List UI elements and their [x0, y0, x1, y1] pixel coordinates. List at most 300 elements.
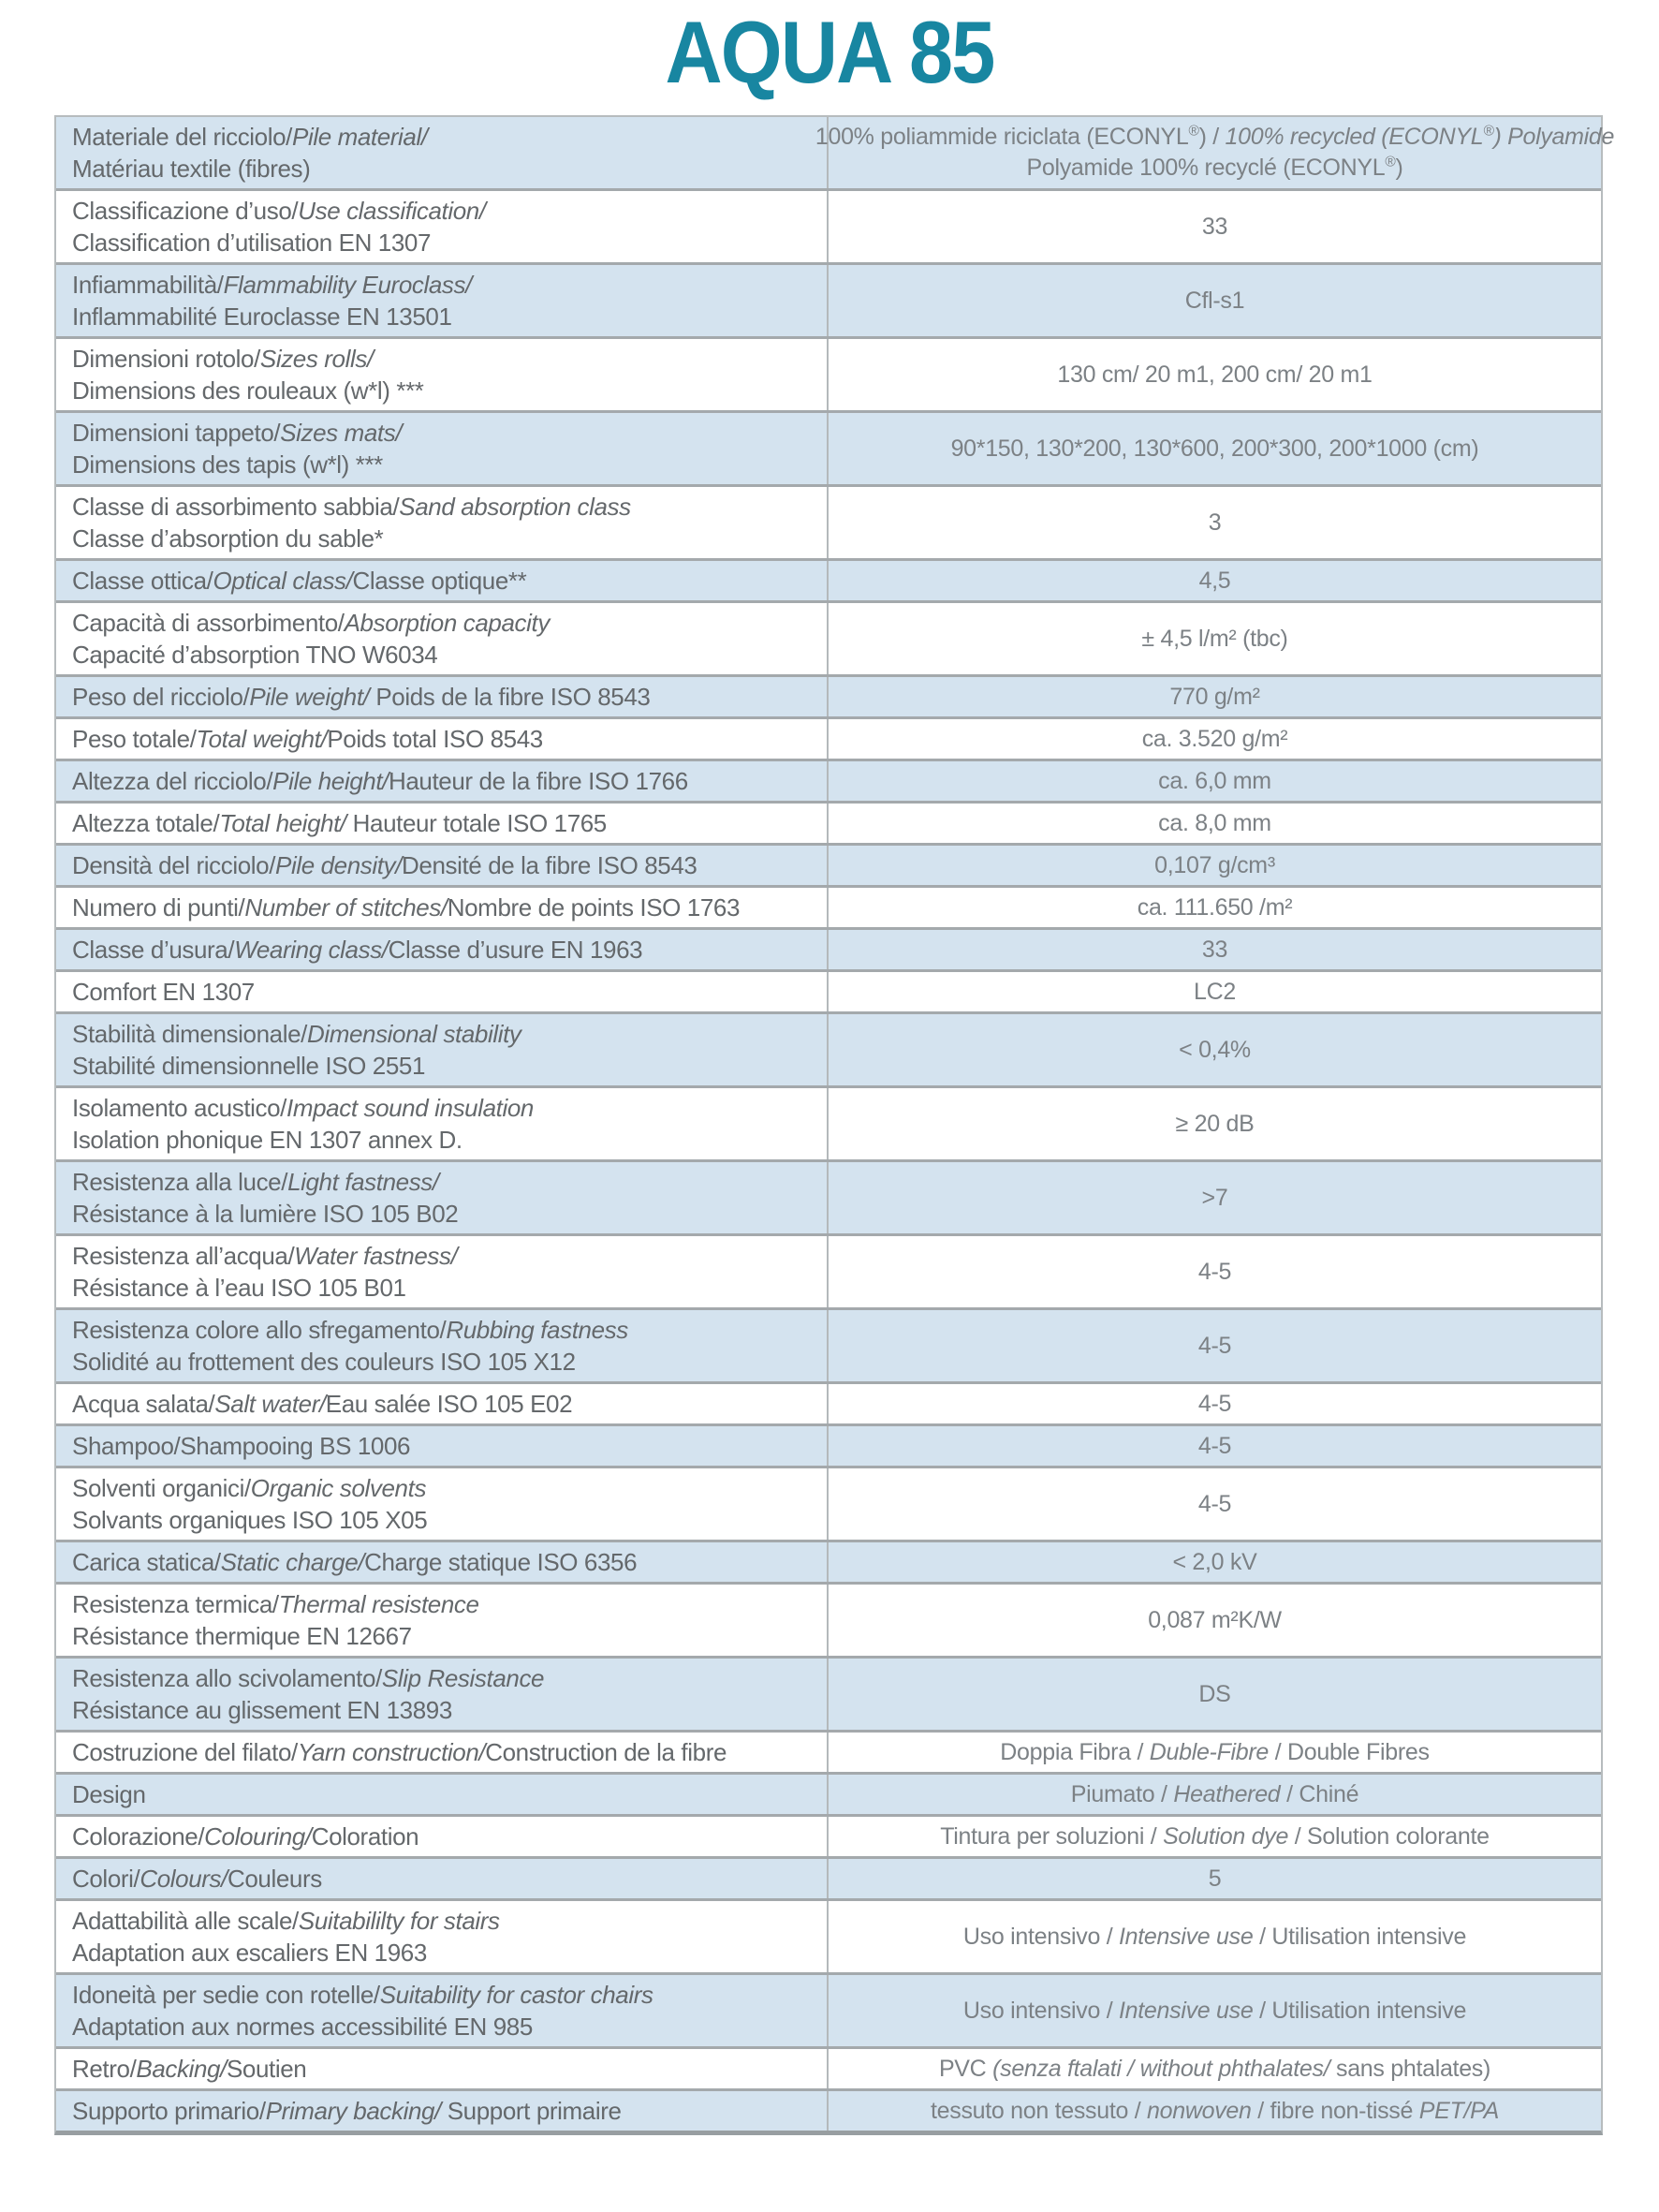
- table-row: [56, 1730, 1601, 1772]
- text-line: [72, 121, 810, 153]
- text-segment: Organic solvents: [250, 1474, 427, 1502]
- text-segment: Dimensions des rouleaux (w*l) ***: [72, 376, 424, 405]
- table-row: [56, 484, 1601, 558]
- text-line: [72, 849, 810, 881]
- text-segment: Dimensional stability: [306, 1020, 521, 1048]
- table-row: [56, 1856, 1601, 1898]
- text-segment: Adaptation aux escaliers EN 1963: [72, 1939, 427, 1967]
- spec-label-cell: [56, 930, 829, 969]
- table-row: [56, 1233, 1601, 1307]
- text-line: [72, 1388, 810, 1420]
- text-segment: / Utilisation intensive: [1253, 1997, 1467, 2024]
- text-segment: Pile material/: [292, 123, 428, 151]
- text-segment: Water fastness/: [294, 1242, 458, 1270]
- text-segment: 4-5: [1197, 1432, 1232, 1459]
- text-line: [1198, 1431, 1231, 1462]
- spec-label-cell: [56, 1975, 829, 2046]
- spec-value-cell: [829, 804, 1601, 843]
- text-line: [1154, 850, 1275, 881]
- spec-label-cell: [56, 1162, 829, 1233]
- text-segment: Infiammabilità/: [72, 271, 224, 299]
- text-segment: Doppia Fibra /: [1000, 1738, 1150, 1765]
- text-line: [1198, 1489, 1231, 1520]
- text-line: [1148, 1605, 1282, 1636]
- text-line: [72, 976, 810, 1008]
- text-segment: Suitability for castor chairs: [379, 1981, 653, 2009]
- text-segment: / Double Fibres: [1269, 1738, 1430, 1765]
- text-segment: Shampoo/Shampooing BS 1006: [72, 1432, 411, 1460]
- spec-value-cell: [829, 413, 1601, 484]
- text-line: [72, 269, 810, 301]
- text-segment: Dimensioni tappeto/: [72, 419, 281, 447]
- spec-value-cell: [829, 1468, 1601, 1540]
- table-row: [56, 759, 1601, 801]
- text-line: [1138, 892, 1293, 923]
- text-segment: Numero di punti/: [72, 893, 245, 922]
- text-segment: Intensive use: [1119, 1997, 1254, 2024]
- text-line: [1158, 766, 1271, 797]
- spec-value-cell: [829, 1975, 1601, 2046]
- table-row: [56, 801, 1601, 843]
- text-segment: Colouring/: [204, 1822, 312, 1851]
- text-segment: Colori/: [72, 1865, 140, 1893]
- text-segment: ) Polyamide: [1493, 124, 1615, 150]
- text-line: [72, 343, 810, 375]
- text-segment: Resistenza termica/: [72, 1590, 279, 1618]
- text-line: [1057, 360, 1372, 391]
- text-line: [940, 1821, 1490, 1852]
- text-segment: Heathered: [1173, 1780, 1281, 1807]
- text-segment: 33: [1201, 213, 1228, 240]
- text-segment: Carica statica/: [72, 1548, 221, 1576]
- text-segment: Couleurs: [227, 1865, 322, 1893]
- spec-label-cell: [56, 265, 829, 336]
- spec-value-cell: [829, 339, 1601, 410]
- text-segment: Résistance thermique EN 12667: [72, 1622, 412, 1650]
- spec-label-cell: [56, 1659, 829, 1730]
- text-segment: Duble-Fibre: [1149, 1738, 1270, 1765]
- text-line: [72, 1198, 810, 1230]
- text-segment: Support primaire: [440, 2097, 622, 2125]
- text-segment: ) /: [1198, 124, 1226, 150]
- text-line: [1169, 682, 1259, 713]
- text-line: [1142, 724, 1288, 755]
- text-line: [72, 301, 810, 332]
- text-line: [1209, 1864, 1222, 1895]
- table-row: [56, 2046, 1601, 2088]
- text-line: [1202, 212, 1227, 243]
- spec-value-cell: [815, 117, 1615, 188]
- spec-value-cell: [829, 930, 1601, 969]
- text-segment: < 2,0 kV: [1172, 1548, 1257, 1575]
- spec-value-cell: [829, 719, 1601, 759]
- text-segment: Hauteur de la fibre ISO 1766: [388, 767, 688, 795]
- text-line: [1158, 808, 1271, 839]
- spec-label-cell: [56, 719, 829, 759]
- text-segment: Densità del ricciolo/: [72, 851, 276, 879]
- text-segment: Classe ottica/: [72, 567, 213, 595]
- text-segment: ca. 8,0 mm: [1158, 809, 1271, 836]
- table-row: [56, 1898, 1601, 1972]
- text-line: [963, 1922, 1466, 1953]
- spec-value-cell: [829, 677, 1601, 716]
- table-row: [56, 1011, 1601, 1085]
- text-line: [72, 2011, 810, 2042]
- text-segment: LC2: [1194, 978, 1236, 1005]
- text-line: [72, 2053, 810, 2085]
- text-segment: Altezza totale/: [72, 809, 220, 837]
- text-segment: Retro/: [72, 2055, 137, 2083]
- text-line: [72, 607, 810, 639]
- text-segment: / Solution colorante: [1288, 1822, 1490, 1850]
- text-segment: Sizes mats/: [280, 419, 403, 447]
- spec-value-cell: [829, 846, 1601, 885]
- text-segment: Thermal resistence: [278, 1590, 479, 1618]
- text-segment: Resistenza alla luce/: [72, 1168, 288, 1196]
- text-line: [1202, 935, 1227, 966]
- table-row: [56, 1972, 1601, 2046]
- spec-label-cell: [56, 972, 829, 1011]
- text-line: [72, 227, 810, 258]
- table-row: [56, 885, 1601, 927]
- text-segment: 100% poliammide riciclata (ECONYL: [815, 124, 1189, 150]
- table-row: [56, 1582, 1601, 1656]
- text-line: [963, 1996, 1466, 2027]
- text-segment: PVC: [938, 2055, 993, 2082]
- text-line: [1198, 1257, 1231, 1288]
- table-row: [56, 674, 1601, 716]
- text-segment: Adattabilità alle scale/: [72, 1907, 299, 1935]
- spec-label-cell: [56, 1426, 829, 1466]
- spec-label-cell: [56, 846, 829, 885]
- table-row: [56, 927, 1601, 969]
- text-line: [1000, 1737, 1429, 1768]
- text-line: [72, 1504, 810, 1536]
- text-line: [72, 565, 810, 597]
- text-segment: DS: [1198, 1680, 1231, 1707]
- text-segment: Flammability Euroclass/: [223, 271, 472, 299]
- text-segment: ± 4,5 l/m² (tbc): [1141, 625, 1288, 652]
- text-segment: tessuto non tessuto /: [931, 2097, 1148, 2124]
- text-line: [72, 1620, 810, 1652]
- text-segment: Sand absorption class: [399, 493, 631, 521]
- text-line: [1198, 1389, 1231, 1420]
- text-segment: Densité de la fibre ISO 8543: [402, 851, 697, 879]
- text-segment: Pile height/: [272, 767, 389, 795]
- text-segment: Light fastness/: [287, 1168, 439, 1196]
- spec-label-cell: [56, 1775, 829, 1814]
- text-line: [72, 153, 810, 184]
- text-line: [72, 449, 810, 480]
- text-line: [72, 1662, 810, 1694]
- text-segment: Absorption capacity: [344, 609, 550, 637]
- text-line: [1176, 1109, 1255, 1140]
- text-segment: ®: [1385, 154, 1396, 170]
- text-line: [72, 1472, 810, 1504]
- text-segment: Rubbing fastness: [446, 1316, 628, 1344]
- text-line: [1209, 508, 1222, 538]
- spec-value-cell: [829, 761, 1601, 801]
- text-segment: Peso totale/: [72, 725, 197, 753]
- text-line: [72, 1166, 810, 1198]
- table-row: [56, 558, 1601, 600]
- text-segment: Primary backing/: [265, 2097, 441, 2125]
- text-segment: Total weight/: [196, 725, 328, 753]
- text-segment: < 0,4%: [1179, 1036, 1251, 1063]
- text-segment: Suitabililty for stairs: [298, 1907, 500, 1935]
- spec-label-cell: [56, 1733, 829, 1772]
- text-segment: / Chiné: [1280, 1780, 1359, 1807]
- text-line: [815, 122, 1614, 153]
- text-line: [72, 723, 810, 755]
- text-segment: Eau salée ISO 105 E02: [325, 1390, 573, 1418]
- text-line: [72, 1124, 810, 1156]
- text-segment: Stabilité dimensionnelle ISO 2551: [72, 1052, 426, 1080]
- spec-table: [54, 115, 1615, 2135]
- text-segment: Cfl-s1: [1184, 287, 1245, 314]
- text-segment: 130 cm/ 20 m1, 200 cm/ 20 m1: [1057, 361, 1373, 388]
- text-segment: Peso del ricciolo/: [72, 683, 250, 711]
- text-segment: (senza ftalati / without phthalates/: [992, 2055, 1330, 2082]
- table-row: [56, 716, 1601, 759]
- text-line: [72, 765, 810, 797]
- spec-value-cell: [829, 1162, 1601, 1233]
- text-segment: Matériau textile (fibres): [72, 155, 311, 183]
- table-row: [56, 188, 1601, 262]
- text-segment: Solventi organici/: [72, 1474, 251, 1502]
- spec-value-cell: [829, 1542, 1601, 1582]
- text-line: [72, 1778, 810, 1810]
- text-segment: Polyamide 100% recyclé (ECONYL: [1026, 155, 1386, 181]
- text-segment: Adaptation aux normes accessibilité EN 985: [72, 2013, 533, 2041]
- text-line: [72, 1272, 810, 1304]
- text-line: [72, 2095, 810, 2127]
- text-line: [72, 491, 810, 523]
- text-segment: ca. 3.520 g/m²: [1141, 725, 1288, 752]
- text-segment: 3: [1208, 509, 1222, 536]
- text-segment: Resistenza allo scivolamento/: [72, 1664, 382, 1692]
- text-segment: Classificazione d’uso/: [72, 197, 299, 225]
- text-segment: Optical class/: [213, 567, 353, 595]
- text-line: [72, 807, 810, 839]
- text-line: [72, 1863, 810, 1895]
- text-segment: Total height/: [219, 809, 346, 837]
- spec-label-cell: [56, 761, 829, 801]
- text-segment: Uso intensivo /: [962, 1997, 1120, 2024]
- spec-value-cell: [829, 972, 1601, 1011]
- text-segment: ≥ 20 dB: [1175, 1110, 1255, 1137]
- spec-label-cell: [56, 117, 829, 188]
- text-segment: Classe optique**: [352, 567, 527, 595]
- text-segment: sans phtalates): [1329, 2055, 1491, 2082]
- text-segment: Materiale del ricciolo/: [72, 123, 293, 151]
- text-segment: 4,5: [1198, 567, 1231, 594]
- text-segment: Solvants organiques ISO 105 X05: [72, 1506, 428, 1534]
- table-row: [56, 262, 1601, 336]
- text-line: [72, 1018, 810, 1050]
- text-line: [72, 1050, 810, 1082]
- text-line: [72, 1346, 810, 1378]
- text-segment: 0,107 g/cm³: [1154, 851, 1275, 878]
- text-segment: Nombre de points ISO 1763: [447, 893, 741, 922]
- table-row: [56, 1423, 1601, 1466]
- spec-label-cell: [56, 339, 829, 410]
- page-title: AQUA 85: [665, 3, 994, 101]
- text-segment: 4-5: [1197, 1490, 1232, 1517]
- table-row: [56, 1656, 1601, 1730]
- spec-value-cell: [829, 1817, 1601, 1856]
- text-segment: Poids total ISO 8543: [327, 725, 543, 753]
- spec-label-cell: [56, 677, 829, 716]
- text-segment: Wearing class/: [234, 936, 389, 964]
- text-segment: Inflammabilité Euroclasse EN 13501: [72, 302, 452, 331]
- text-segment: 5: [1208, 1865, 1222, 1892]
- table-row: [56, 1381, 1601, 1423]
- text-segment: ca. 111.650 /m²: [1137, 893, 1293, 921]
- text-segment: Solution dye: [1163, 1822, 1289, 1850]
- text-segment: nonwoven: [1147, 2097, 1252, 2124]
- table-row: [56, 1540, 1601, 1582]
- text-line: [1199, 566, 1231, 597]
- spec-value-cell: [829, 888, 1601, 927]
- text-line: [72, 1905, 810, 1937]
- text-segment: Résistance au glissement EN 13893: [72, 1696, 452, 1724]
- text-line: [1202, 1183, 1228, 1214]
- spec-label-cell: [56, 1901, 829, 1972]
- spec-value-cell: [829, 1585, 1601, 1656]
- text-segment: Construction de la fibre: [485, 1738, 727, 1766]
- text-segment: Stabilità dimensionale/: [72, 1020, 307, 1048]
- text-segment: Capacité d’absorption TNO W6034: [72, 641, 438, 669]
- text-segment: Costruzione del filato/: [72, 1738, 298, 1766]
- text-segment: Soutien: [226, 2055, 307, 2083]
- text-segment: Classe d’usure EN 1963: [388, 936, 643, 964]
- spec-label-cell: [56, 487, 829, 558]
- spec-label-cell: [56, 1014, 829, 1085]
- text-line: [72, 1694, 810, 1726]
- spec-label-cell: [56, 1859, 829, 1898]
- text-segment: Use classification/: [298, 197, 486, 225]
- text-segment: Classe d’absorption du sable*: [72, 524, 384, 553]
- spec-value-cell: [829, 191, 1601, 262]
- text-segment: Isolation phonique EN 1307 annex D.: [72, 1126, 462, 1154]
- text-segment: Static charge/: [220, 1548, 365, 1576]
- text-line: [1198, 1331, 1231, 1362]
- text-segment: Tintura per soluzioni /: [940, 1822, 1164, 1850]
- text-line: [72, 1546, 810, 1578]
- spec-table-body: [56, 117, 1615, 2131]
- text-segment: Intensive use: [1119, 1923, 1254, 1950]
- text-segment: 33: [1201, 936, 1228, 963]
- spec-value-cell: [829, 2049, 1601, 2088]
- spec-label-cell: [56, 1585, 829, 1656]
- text-segment: ®: [1188, 123, 1199, 140]
- text-segment: Yarn construction/: [297, 1738, 486, 1766]
- text-line: [1185, 286, 1244, 317]
- table-row: [56, 600, 1601, 674]
- text-segment: Solidité au frottement des couleurs ISO 105 X12: [72, 1348, 576, 1376]
- table-row: [56, 1307, 1601, 1381]
- spec-value-cell: [829, 1901, 1601, 1972]
- text-segment: Colorazione/: [72, 1822, 205, 1851]
- text-segment: Idoneità per sedie con rotelle/: [72, 1981, 380, 2009]
- text-segment: Uso intensivo /: [962, 1923, 1120, 1950]
- spec-value-cell: [829, 1659, 1601, 1730]
- text-segment: Pile weight/: [249, 683, 370, 711]
- spec-label-cell: [56, 2091, 829, 2131]
- spec-label-cell: [56, 1384, 829, 1423]
- text-segment: ca. 6,0 mm: [1158, 767, 1271, 794]
- text-segment: Design: [72, 1780, 146, 1808]
- table-row: [56, 1466, 1601, 1540]
- text-segment: ): [1395, 155, 1403, 181]
- text-segment: Altezza del ricciolo/: [72, 767, 273, 795]
- table-row: [56, 1772, 1601, 1814]
- text-line: [72, 417, 810, 449]
- spec-label-cell: [56, 191, 829, 262]
- text-segment: Classe di assorbimento sabbia/: [72, 493, 400, 521]
- text-line: [1071, 1779, 1358, 1810]
- text-segment: 4-5: [1197, 1258, 1232, 1285]
- spec-value-cell: [829, 1014, 1601, 1085]
- text-segment: Résistance à la lumière ISO 105 B02: [72, 1200, 459, 1228]
- text-segment: Supporto primario/: [72, 2097, 266, 2125]
- text-segment: Backing/: [136, 2055, 227, 2083]
- text-segment: Resistenza all’acqua/: [72, 1242, 295, 1270]
- text-segment: Classe d’usura/: [72, 936, 235, 964]
- spec-label-cell: [56, 1088, 829, 1159]
- text-segment: 0,087 m²K/W: [1148, 1606, 1282, 1633]
- table-row: [56, 117, 1615, 188]
- spec-value-cell: [829, 2091, 1601, 2131]
- text-line: [931, 2096, 1499, 2127]
- text-segment: Isolamento acustico/: [72, 1094, 287, 1122]
- text-line: [72, 1314, 810, 1346]
- spec-label-cell: [56, 603, 829, 674]
- table-row: [56, 1085, 1601, 1159]
- text-segment: Résistance à l’eau ISO 105 B01: [72, 1274, 406, 1302]
- spec-label-cell: [56, 413, 829, 484]
- text-segment: Resistenza colore allo sfregamento/: [72, 1316, 447, 1344]
- text-segment: >7: [1201, 1184, 1228, 1211]
- spec-label-cell: [56, 1542, 829, 1582]
- text-line: [72, 892, 810, 923]
- text-segment: Poids de la fibre ISO 8543: [369, 683, 651, 711]
- text-line: [72, 523, 810, 554]
- spec-label-cell: [56, 2049, 829, 2088]
- spec-value-cell: [829, 1426, 1601, 1466]
- text-line: [72, 639, 810, 671]
- text-line: [1141, 624, 1287, 655]
- text-line: [72, 934, 810, 966]
- text-line: [72, 1979, 810, 2011]
- spec-value-cell: [829, 1310, 1601, 1381]
- text-line: [72, 1736, 810, 1768]
- text-segment: PET/PA: [1418, 2097, 1499, 2124]
- text-line: [72, 1092, 810, 1124]
- spec-label-cell: [56, 1236, 829, 1307]
- text-line: [72, 1240, 810, 1272]
- table-row: [56, 2088, 1601, 2131]
- text-segment: Number of stitches/: [244, 893, 448, 922]
- text-line: [72, 681, 810, 713]
- text-segment: / Utilisation intensive: [1253, 1923, 1467, 1950]
- text-segment: 90*150, 130*200, 130*600, 200*300, 200*1000 (cm): [950, 435, 1479, 462]
- text-segment: Dimensions des tapis (w*l) ***: [72, 450, 383, 479]
- text-segment: Comfort EN 1307: [72, 978, 255, 1006]
- spec-value-cell: [829, 265, 1601, 336]
- text-line: [1179, 1035, 1251, 1066]
